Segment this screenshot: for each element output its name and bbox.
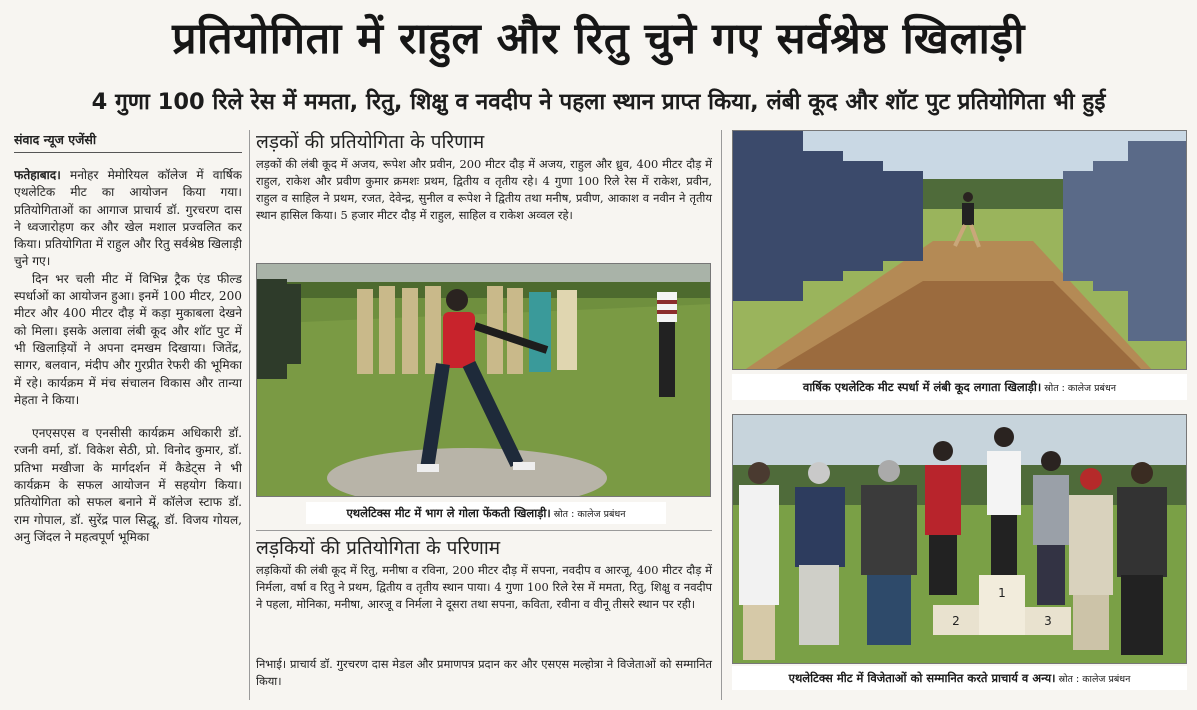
article-body (14, 167, 242, 546)
podium-photo (732, 414, 1187, 664)
longjump-caption-source: स्रोत : कालेज प्रबंधन (1041, 383, 1117, 394)
continuation-text: निभाई। प्राचार्य डॉ. गुरचरण दास मेडल और प्रमाणपत्र प्रदान कर और एसएस मल्होत्रा ने विजेताओं को सम्मानित किया। (256, 657, 712, 688)
podium-label-1: 1 (998, 586, 1006, 600)
shotput-caption (306, 502, 666, 524)
paragraph-1-text: मनोहर मेमोरियल कॉलेज में वार्षिक एथलेटिक मीट का आयोजन किया गया। प्रतियोगिताओं का आगाज प्राचार्य डॉ. गुरचरण दास ने ध्वजारोहण कर और खेल मशाल प्रज्वलित कर किया। प्रतियोगिता में राहुल और रितु सर्वश्रेष्ठ खिलाड़ी चुने गए। (14, 168, 242, 269)
podium-caption-text: एथलेटिक्स मीट में विजेताओं को सम्मानित करते प्राचार्य व अन्य। (788, 671, 1056, 685)
longjump-caption (732, 374, 1187, 400)
article-paragraph-3: एनएसएस व एनसीसी कार्यक्रम अधिकारी डॉ. रजनी वर्मा, डॉ. विकेश सेठी, प्रो. विनोद कुमार, डॉ. प्रतिभा मखीजा के मार्गदर्शन में कैडेट्स ने भी कार्यक्रम के सफल आयोजन में सहयोग किया। प्रतियोगिता को सफल बनाने में कॉलेज स्टाफ डॉ. राम गोपाल, डॉ. सुरेंद्र पाल सिद्धू, डॉ. विजय गोयल, अनु जिंदल ने महत्वपूर्ण भूमिका (14, 426, 242, 544)
boys-results-title: लड़कों की प्रतियोगिता के परिणाम (256, 131, 485, 153)
longjump-caption-text: वार्षिक एथलेटिक मीट स्पर्धा में लंबी कूद लगाता खिलाड़ी। (802, 380, 1042, 394)
headline: प्रतियोगिता में राहुल और रितु चुने गए सर्वश्रेष्ठ खिलाड़ी (172, 14, 1025, 64)
podium-label-2: 2 (952, 614, 960, 628)
podium-label-3: 3 (1044, 614, 1052, 628)
longjump-photo (732, 130, 1187, 370)
column-divider-right (721, 130, 722, 700)
shotput-caption-text: एथलेटिक्स मीट में भाग ले गोला फेंकती खिलाड़ी। (346, 506, 551, 520)
podium-caption-source: स्रोत : कालेज प्रबंधन (1055, 674, 1131, 685)
girls-results-title: लड़कियों की प्रतियोगिता के परिणाम (256, 537, 501, 559)
podium-photo-art (733, 415, 1187, 664)
podium-block-1 (979, 575, 1025, 635)
article-paragraph-2: दिन भर चली मीट में विभिन्न ट्रैक एंड फील्ड स्पर्धाओं का आयोजन हुआ। इनमें 100 मीटर, 200 मीटर और 400 मीटर दौड़ में कड़ा मुकाबला देखने को मिला। इसके अलावा लंबी कूद और शॉट पुट में भी खिलाड़ियों ने अपना दमखम दिखाया। जितेंद्र, सागर, बलवान, मंदीप और गुरप्रीत रेफरी की भूमिका में रहे। कार्यक्रम में मंच संचालन विकास और तान्या मेहता ने किया। (14, 271, 242, 407)
byline-rule (14, 152, 242, 153)
article-paragraph-1 (14, 167, 242, 271)
boys-results-text: लड़कों की लंबी कूद में अजय, रूपेश और प्रवीन, 200 मीटर दौड़ में अजय, राहुल और ध्रुव, 400 मीटर दौड़ में राहुल, राकेश और प्रवीण कुमार क्रमशः प्रथम, द्वितीय व तृतीय रहे। 4 गुणा 100 रिले रेस में राकेश, प्रवीन, राहुल व साहिल ने प्रथम, रजत, देवेन्द्र, सुनील व रूपेश ने द्वितीय तथा मनीष, प्रवीण, आकाश व नवीन ने तृतीय स्थान हासिल किया। 5 हजार मीटर दौड़ में राहुल, साहिल व राकेश अव्वल रहे। (256, 157, 712, 222)
boys-results-section (256, 128, 712, 224)
byline: संवाद न्यूज एजेंसी (14, 132, 97, 147)
shotput-photo (256, 263, 711, 497)
podium-caption (732, 666, 1187, 690)
girls-results-text: लड़कियों की लंबी कूद में रितु, मनीषा व रविना, 200 मीटर दौड़ में सपना, नवदीप व आरजू, 400 मीटर दौड़ में निर्मला, वर्षा व रितु ने प्रथम, द्वितीय व तृतीय स्थान पाया। 4 गुणा 100 रिले रेस में ममता, रितु, शिक्षु व नवदीप ने पहला, मोनिका, मनीषा, आरजू व निर्मला ने दूसरा तथा सपना, कविता, रवीना व वीनू तीसरे स्थान पर रही। (256, 563, 712, 611)
girls-results-section (256, 534, 712, 613)
longjump-photo-art (733, 131, 1187, 370)
section-divider (256, 530, 712, 531)
left-column (14, 130, 242, 708)
shotput-caption-source: स्रोत : कालेज प्रबंधन (550, 509, 626, 520)
column-divider-left (249, 130, 250, 700)
shotput-photo-art (257, 264, 711, 497)
subheadline: 4 गुणा 100 रिले रेस में ममता, रितु, शिक्षु व नवदीप ने पहला स्थान प्राप्त किया, लंबी कूद और शॉट पुट प्रतियोगिता भी हुई (91, 89, 1106, 115)
dateline: फतेहाबाद। (14, 168, 61, 182)
